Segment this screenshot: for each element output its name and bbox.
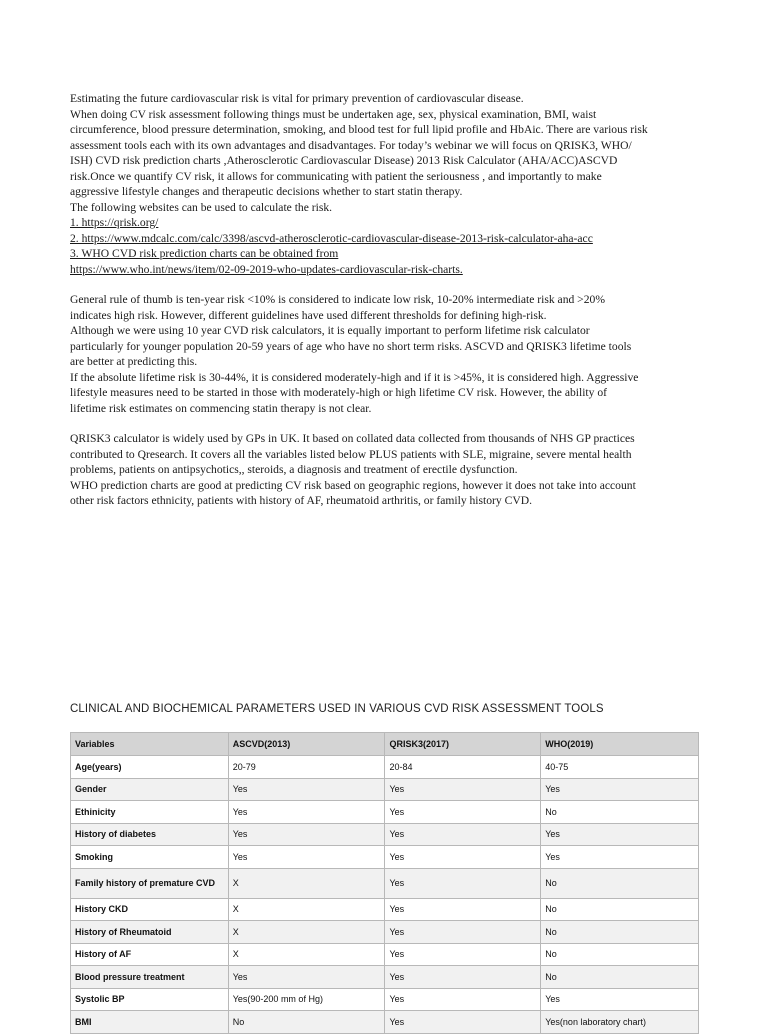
column-header: WHO(2019) [541, 733, 699, 756]
who-cell: No [541, 921, 699, 944]
table-row [71, 823, 699, 846]
table-row [71, 966, 699, 989]
qrisk3-cell: Yes [385, 1011, 541, 1034]
qrisk3-cell: Yes [385, 988, 541, 1011]
intro-paragraph [70, 91, 700, 277]
qrisk3-cell: Yes [385, 823, 541, 846]
table-row [71, 921, 699, 944]
text-line: Estimating the future cardiovascular risk is vital for primary prevention of cardiovascular disease. [70, 92, 524, 105]
table-row [71, 801, 699, 824]
qrisk-who-paragraph [70, 431, 700, 509]
text-line: indicates high risk. However, different guidelines have used different thresholds for defining high-risk. [70, 308, 547, 322]
who-cell: Yes [541, 988, 699, 1011]
table-row [71, 988, 699, 1011]
table-row [71, 1011, 699, 1034]
ascvd-cell: X [228, 943, 385, 966]
variable-cell: BMI [71, 1011, 229, 1034]
ascvd-cell: Yes [228, 846, 385, 869]
text-line: lifetime risk estimates on commencing statin therapy is not clear. [70, 401, 372, 415]
text-line: problems, patients on antipsychotics,, steroids, a diagnosis and treatment of erectile dysfunction. [70, 463, 518, 476]
who-cell: Yes [541, 846, 699, 869]
ascvd-cell: Yes [228, 966, 385, 989]
qrisk3-cell: Yes [385, 943, 541, 966]
ascvd-cell: No [228, 1011, 385, 1034]
who-charts-link-label[interactable]: 3. WHO CVD risk prediction charts can be obtained from [70, 247, 339, 260]
text-line: risk.Once we quantify CV risk, it allows for communicating with patient the seriousness , and importantly to make [70, 169, 602, 183]
variable-cell: History of AF [71, 943, 229, 966]
qrisk3-cell: Yes [385, 846, 541, 869]
qrisk3-cell: Yes [385, 801, 541, 824]
ascvd-cell: 20-79 [228, 756, 385, 779]
who-cell: 40-75 [541, 756, 699, 779]
risk-thresholds-paragraph [70, 292, 700, 416]
ascvd-cell: X [228, 898, 385, 921]
table-header-row [71, 733, 699, 756]
who-cell: No [541, 868, 699, 898]
text-line: ISH) CVD risk prediction charts ,Atherosclerotic Cardiovascular Disease) 2013 Risk Calculator (AHA/ACC)ASCVD [70, 154, 618, 167]
ascvd-cell: Yes [228, 778, 385, 801]
table-row [71, 898, 699, 921]
who-charts-link[interactable]: https://www.who.int/news/item/02-09-2019-who-updates-cardiovascular-risk-charts. [70, 262, 463, 276]
variable-cell: Gender [71, 778, 229, 801]
text-line: aggressive lifestyle changes and therapeutic decisions whether to start statin therapy. [70, 185, 463, 198]
who-cell: No [541, 898, 699, 921]
table-heading: CLINICAL AND BIOCHEMICAL PARAMETERS USED IN VARIOUS CVD RISK ASSESSMENT TOOLS [70, 703, 604, 715]
variable-cell: History of Rheumatoid [71, 921, 229, 944]
qrisk3-cell: 20-84 [385, 756, 541, 779]
ascvd-cell: X [228, 921, 385, 944]
column-header: QRISK3(2017) [385, 733, 541, 756]
text-line: circumference, blood pressure determination, smoking, and blood test for full lipid profile and HbAic. There are various risk [70, 123, 648, 136]
text-line: particularly for younger population 20-59 years of age who have no short term risks. ASCVD and QRISK3 lifetime tools [70, 339, 632, 353]
text-line: QRISK3 calculator is widely used by GPs in UK. It based on collated data collected from thousands of NHS GP practices [70, 432, 635, 445]
variable-cell: History of diabetes [71, 823, 229, 846]
ascvd-cell: Yes [228, 801, 385, 824]
text-line: General rule of thumb is ten-year risk <10% is considered to indicate low risk, 10-20% intermediate risk and >20% [70, 293, 605, 306]
text-line: lifestyle measures need to be started in those with moderately-high or high lifetime CV risk. However, the ability of [70, 386, 608, 399]
table-row [71, 778, 699, 801]
variable-cell: Blood pressure treatment [71, 966, 229, 989]
variable-cell: History CKD [71, 898, 229, 921]
qrisk3-cell: Yes [385, 868, 541, 898]
ascvd-cell: Yes [228, 823, 385, 846]
text-line: Although we were using 10 year CVD risk calculators, it is equally important to perform lifetime risk calculator [70, 324, 590, 337]
table-row [71, 756, 699, 779]
text-line: When doing CV risk assessment following things must be undertaken age, sex, physical examination, BMI, waist [70, 107, 597, 121]
text-line: are better at predicting this. [70, 355, 198, 368]
who-cell: No [541, 943, 699, 966]
ascvd-cell: X [228, 868, 385, 898]
qrisk-link[interactable]: 1. https://qrisk.org/ [70, 216, 159, 229]
who-cell: Yes [541, 823, 699, 846]
document-body [70, 91, 700, 509]
table-row [71, 846, 699, 869]
text-line: The following websites can be used to calculate the risk. [70, 200, 333, 214]
qrisk3-cell: Yes [385, 921, 541, 944]
table-row [71, 868, 699, 898]
qrisk3-cell: Yes [385, 778, 541, 801]
variable-cell: Age(years) [71, 756, 229, 779]
who-cell: No [541, 966, 699, 989]
text-line: WHO prediction charts are good at predicting CV risk based on geographic regions, however it does not take into account [70, 478, 636, 492]
qrisk3-cell: Yes [385, 966, 541, 989]
text-line: assessment tools each with its own advantages and disadvantages. For today’s webinar we will focus on QRISK3, WHO/ [70, 138, 632, 152]
text-line: other risk factors ethnicity, patients with history of AF, rheumatoid arthritis, or family history CVD. [70, 494, 532, 507]
text-line: If the absolute lifetime risk is 30-44%, it is considered moderately-high and if it is >45%, it is considered high. Aggressive [70, 370, 639, 384]
variable-cell: Ethinicity [71, 801, 229, 824]
variable-cell: Systolic BP [71, 988, 229, 1011]
ascvd-cell: Yes(90-200 mm of Hg) [228, 988, 385, 1011]
qrisk3-cell: Yes [385, 898, 541, 921]
risk-tools-table [70, 732, 699, 1034]
variable-cell: Family history of premature CVD [71, 868, 229, 898]
table-row [71, 943, 699, 966]
mdcalc-link[interactable]: 2. https://www.mdcalc.com/calc/3398/ascvd-atherosclerotic-cardiovascular-disease-2013-risk-calculator-aha-acc [70, 231, 593, 245]
who-cell: No [541, 801, 699, 824]
column-header: ASCVD(2013) [228, 733, 385, 756]
column-header: Variables [71, 733, 229, 756]
text-line: contributed to Qresearch. It covers all the variables listed below PLUS patients with SLE, migraine, severe mental health [70, 447, 632, 461]
variable-cell: Smoking [71, 846, 229, 869]
who-cell: Yes [541, 778, 699, 801]
who-cell: Yes(non laboratory chart) [541, 1011, 699, 1034]
